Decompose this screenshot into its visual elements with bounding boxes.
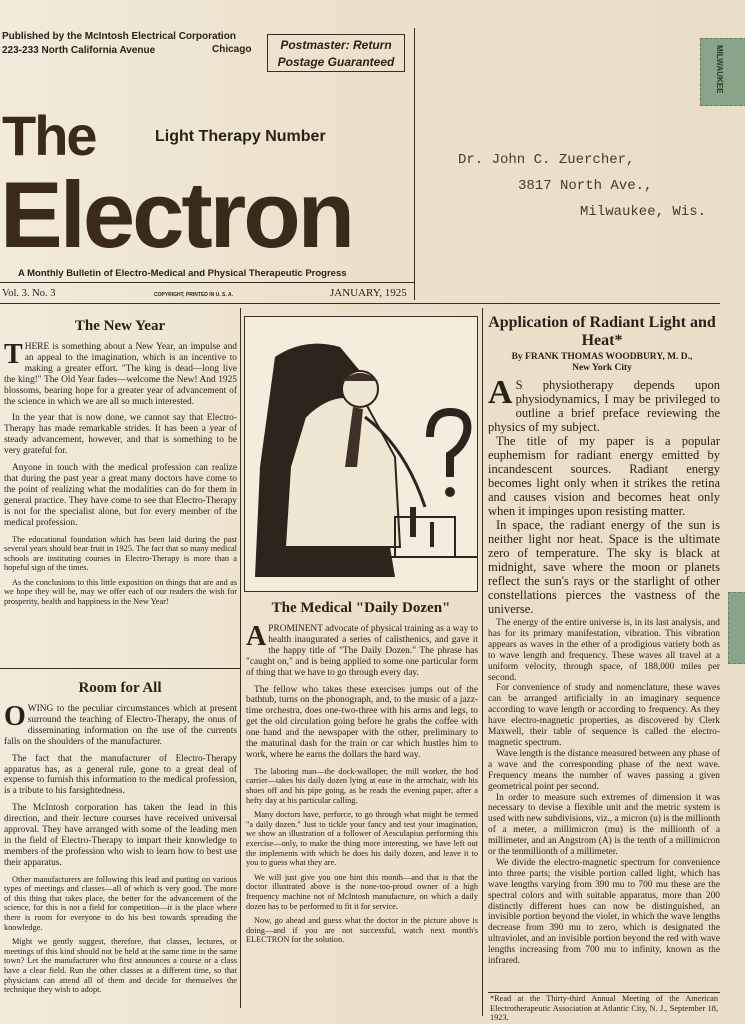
article-heading-daily-dozen: The Medical "Daily Dozen"	[271, 600, 451, 616]
divider	[414, 28, 415, 300]
paragraph: Might we gently suggest, therefore, that classes, lectures, or meetings of this kind should not be held at the same time in the same town? Let the manufacturer who first announces a course or a class have a clear field. Run the other classes at a different time, so that physicians can attend all of them and decide for themselves the technique they wish to adopt.	[4, 937, 237, 995]
paragraph: The McIntosh corporation has taken the lead in this direction, and their lecture courses have received universal approval. They have arranged with some of the leading men in the field of Electro-Therapy to impart their knowledge to members of the profession who wish to learn how to best use their apparatus.	[4, 803, 237, 868]
postmaster-stamp	[267, 34, 405, 72]
paragraph: PROMINENT advocate of physical training as a way to health inaugurated a series of calisthenics, and gave it the happy title of "The Daily Dozen." The phrase has "caught on," and is being applied to some one particular form of thing that we have to go through every day.	[246, 624, 478, 678]
paragraph: Wave length is the distance measured between any phase of a wave and the corresponding phase of the next wave. Frequency means the number of waves passing a given geometrical point per second.	[488, 748, 720, 792]
article-new-year	[4, 339, 237, 612]
paragraph: HERE is something about a New Year, an impulse and an appeal to the imagination, which is an incentive to making a greater effort. "The king is dead—long live the king!" The Old Year fades—welcome the New! And 1925 blossoms, bearing hope for a greater year of advancement of the science in which we are all so much interested.	[4, 342, 237, 407]
divider	[0, 668, 240, 669]
paragraph: The laboring man—the dock-walloper, the mill worker, the hod carrier—takes his daily dozen lying at ease in the armchair, with his shoes off and his pipe going, as he reads the evening paper, after a hefty day at his particular calling.	[246, 766, 478, 805]
divider	[488, 992, 720, 993]
postage-stamp	[700, 38, 745, 106]
masthead-subtitle: A Monthly Bulletin of Electro-Medical and Physical Therapeutic Progress	[18, 268, 347, 279]
paragraph: Anyone in touch with the medical profession can realize that during the past year a great many doctors have come to the point of realizing what the modalities can do for them in general practice. They have come to see that Electro-Therapy is not for the specialist alone, but for every member of the medical profession.	[4, 463, 237, 528]
address-line-2: 3817 North Ave.,	[518, 178, 653, 194]
paragraph: We divide the electro-magnetic spectrum for convenience into three parts; the visible portion called light, which has wave lengths varying from 390 mu to 700 mu these are the spectral colors and with suitable apparatus, more than 200 distinctly different hues can now be distinguished, an invisible portion beyond the violet, in which the wave lengths decrease from 390 mu to zero, which is designated the ultraviolet, and an invisible portion beyond the red with wave lengths increasing from 700 mu to infinity, known as the infrared.	[488, 857, 720, 967]
publisher-address: 223-233 North California Avenue	[2, 45, 156, 56]
stamp-line-1: Postmaster: Return	[280, 38, 392, 52]
article-heading-new-year: The New Year	[74, 318, 166, 334]
drop-cap: T	[4, 339, 23, 370]
stamp-line-2: Postage Guaranteed	[277, 55, 395, 69]
drop-cap: A	[488, 378, 513, 411]
doctor-drawing	[245, 317, 477, 591]
paragraph: S physiotherapy depends upon physiodynamics, I may be privileged to outline a brief preface reviewing the physics of my subject.	[488, 378, 720, 434]
publisher-name: Published by the McIntosh Electrical Corporation	[2, 31, 236, 42]
paragraph: In the year that is now done, we cannot say that Electro-Therapy has made remarkable strides. It has been a year of steady advancement, however, and that is something to be very grateful for.	[4, 413, 237, 457]
drop-cap: A	[246, 624, 267, 652]
paragraph: Many doctors have, perforce, to go through what might be termed "a daily dozen." Just to tickle your fancy and test your imagination, we show an illustration of a follower of Aesculapius performing this exercise—only, to make the thing more interesting, we have left out the implements with which he does his daily dozen, and leave it to you to guess what they are.	[246, 810, 478, 868]
copyright-note: COPYRIGHT, PRINTED IN U. S. A.	[154, 292, 233, 298]
divider	[0, 282, 415, 283]
volume-number: Vol. 3. No. 3	[2, 288, 56, 299]
masthead-title: Electron	[0, 162, 353, 267]
column-divider	[240, 308, 241, 1008]
article-daily-dozen	[246, 624, 478, 1022]
masthead-title-the: The	[2, 104, 96, 167]
paragraph: In order to measure such extremes of dimension it was necessary to devise a flexible unit and the metric system is used with new subdivisions, viz., a micron (u) is the millionth of a meter, a millimicron (mu) is the millionth of a millimeter, and an Angstrom (A) is the tenth of a millimicron or the tenmillionth of a millimeter.	[488, 792, 720, 858]
paragraph: The title of my paper is a popular euphemism for radiant energy emitted by incandescent sources. Radiant energy becomes light only when it strikes the retina and causes vision and becomes heat only when it impinges upon resisting matter.	[488, 434, 720, 518]
paragraph: The energy of the entire universe is, in its last analysis, and has for its primary manifestation, vibration. This vibration appears as waves in the ether of a prodigious variety both as to wave length and frequency. These waves all travel at a uniform velocity, through space, of 188,000 miles per second.	[488, 618, 720, 683]
issue-date: JANUARY, 1925	[330, 287, 407, 299]
article-heading-radiant-light: Application of Radiant Light and Heat*	[488, 314, 716, 349]
column-divider	[482, 308, 483, 1016]
address-line-3: Milwaukee, Wis.	[580, 204, 707, 220]
address-line-1: Dr. John C. Zuercher,	[458, 152, 635, 168]
paragraph: For convenience of study and nomenclature, these waves can be arranged artificially in an imaginary sequence according to wave length or according to frequency. As they have electro-magnetic properties, as discovered by Clerk Maxwell, their table of sequence is called the electro-magnetic spectrum.	[488, 683, 720, 748]
paragraph: In space, the radiant energy of the sun is neither light nor heat. Space is the ultimate zero of temperature. The sky is black at midnight, save where the moon or planets reflect the sun's rays or the starlight of other constellations pierces the vastness of the universe.	[488, 518, 720, 616]
byline-city: New York City	[572, 363, 632, 373]
edge-stamp	[728, 592, 745, 664]
paragraph: The fellow who takes these exercises jumps out of the bathtub, turns on the phonograph, and, to the music of a jazz-time orchestra, does one-two-three with his arms and legs, to get the old circulation going before he grabs the coffee with one hand and the newspaper with the other, preliminary to the matutinal dash for the train or car which hustles him to work, where he earns the dollars the hard way.	[246, 684, 478, 760]
byline-author: By FRANK THOMAS WOODBURY, M. D.,	[511, 352, 693, 362]
paragraph: Now, go ahead and guess what the doctor in the picture above is doing—and if you are not successful, watch next month's ELECTRON for the solution.	[246, 916, 478, 945]
article-room-for-all	[4, 704, 237, 1022]
article-radiant-light	[488, 378, 720, 990]
article-heading-room-for-all: Room for All	[78, 680, 162, 696]
article-byline	[486, 352, 718, 374]
publisher-city: Chicago	[212, 44, 252, 55]
divider	[0, 303, 720, 304]
doctor-illustration	[244, 316, 478, 592]
issue-name: Light Therapy Number	[155, 128, 326, 145]
paragraph: We will just give you one hint this month—and that is that the doctor illustrated above is the none-too-proud owner of a high frequency machine not of McIntosh manufacture, on which a daily dozen has to be performed to fit it for service.	[246, 872, 478, 911]
footnote: *Read at the Thirty-third Annual Meeting of the American Electrotherapeutic Association at Atlantic City, N. J., September 18, 1923.	[490, 994, 718, 1023]
paragraph: The fact that the manufacturer of Electro-Therapy apparatus has, as a general rule, gone to a great deal of expense to furnish this information to the medical profession, is a tribute to his farsightedness.	[4, 753, 237, 797]
paragraph: As the conclusions to this little exposition on things that are and as we hope they will be, may we offer each of our readers the wish for prosperity, health and happiness in the New Year!	[4, 577, 237, 607]
paragraph: WING to the peculiar circumstances which at present surround the teaching of Electro-Therapy, the onus of disseminating information on the use of the currents falls on the shoulders of the manufacturer.	[4, 704, 237, 747]
paragraph: Other manufacturers are following this lead and putting on various types of meetings and classes—all of which is very good. The more of this thing that takes place, the better for the advancement of the science, for this is not a field for competition—it is the place where there is room for everyone to do his best towards spreading the knowledge.	[4, 874, 237, 932]
postmark-text: MILWAUKEE	[715, 45, 724, 94]
drop-cap: O	[4, 704, 26, 732]
paragraph: The educational foundation which has been laid during the past several years should bear fruit in 1925. The fact that so many medical schools are instituting courses in Electro-Therapy is more than a hopeful sign of the times.	[4, 534, 237, 573]
